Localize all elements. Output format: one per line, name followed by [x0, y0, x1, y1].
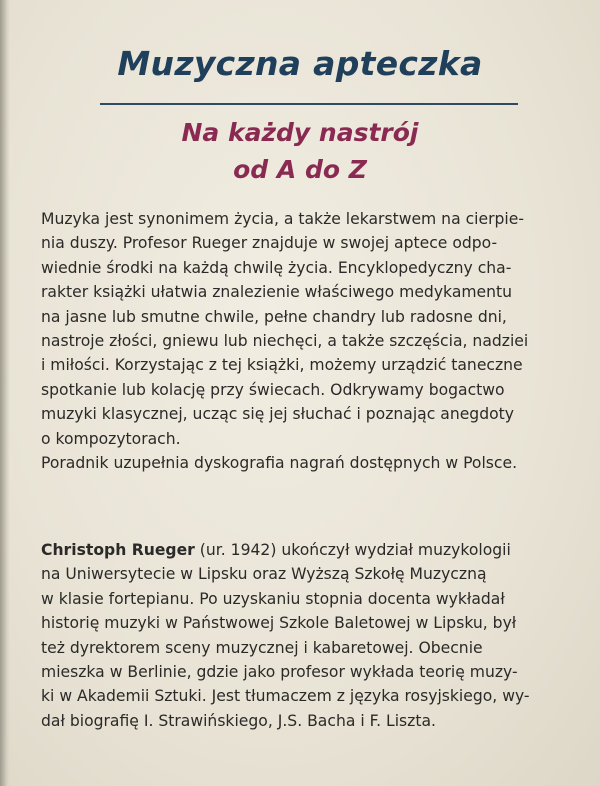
author-name: Christoph Rueger: [41, 541, 195, 559]
author-bio-line: też dyrektorem sceny muzycznej i kabaretowej. Obecnie: [41, 638, 483, 657]
author-bio-line: ki w Akademii Sztuki. Jest tłumaczem z języka rosyjskiego, wy-: [41, 687, 530, 706]
author-bio-line: dał biografię I. Strawińskiego, J.S. Bacha i F. Liszta.: [41, 711, 436, 730]
author-bio-line: w klasie fortepianu. Po uzyskaniu stopnia docenta wykładał: [41, 589, 505, 608]
description-line: rakter książki ułatwia znalezienie właściwego medykamentu: [41, 283, 513, 302]
description-line: spotkanie lub kolację przy świecach. Odkrywamy bogactwo: [41, 380, 505, 399]
author-bio: [41, 538, 581, 733]
description-line: na jasne lub smutne chwile, pełne chandry lub radosne dni,: [41, 307, 507, 326]
author-bio-text: (ur. 1942) ukończył wydział muzykologii: [194, 541, 511, 559]
description-line: muzyki klasycznej, ucząc się jej słuchać i poznając anegdoty: [41, 405, 514, 424]
book-subtitle: [0, 114, 600, 188]
description-line: nia duszy. Profesor Rueger znajduje w swojej aptece odpo-: [41, 234, 498, 253]
description-line: o kompozytorach.: [41, 429, 181, 448]
description-line: Poradnik uzupełnia dyskografia nagrań dostępnych w Polsce.: [41, 454, 518, 473]
author-bio-first-line: [41, 538, 581, 562]
subtitle-line: Na każdy nastrój: [181, 118, 419, 147]
book-description: [41, 207, 581, 475]
author-bio-line: historię muzyki w Państwowej Szkole Baletowej w Lipsku, był: [41, 614, 517, 633]
author-bio-line: na Uniwersytecie w Lipsku oraz Wyższą Szkołę Muzyczną: [41, 565, 487, 584]
description-line: nastroje złości, gniewu lub niechęci, a także szczęścia, nadziei: [41, 332, 529, 351]
subtitle-line: od A do Z: [233, 155, 367, 184]
description-line: wiednie środki na każdą chwilę życia. Encyklopedyczny cha-: [41, 258, 512, 277]
book-title: Muzyczna apteczka: [117, 44, 483, 83]
description-line: Muzyka jest synonimem życia, a także lekarstwem na cierpie-: [41, 210, 524, 228]
description-line: i miłości. Korzystając z tej książki, możemy urządzić taneczne: [41, 356, 523, 375]
title-divider: [100, 103, 518, 105]
author-bio-line: mieszka w Berlinie, gdzie jako profesor wykłada teorię muzy-: [41, 663, 518, 682]
